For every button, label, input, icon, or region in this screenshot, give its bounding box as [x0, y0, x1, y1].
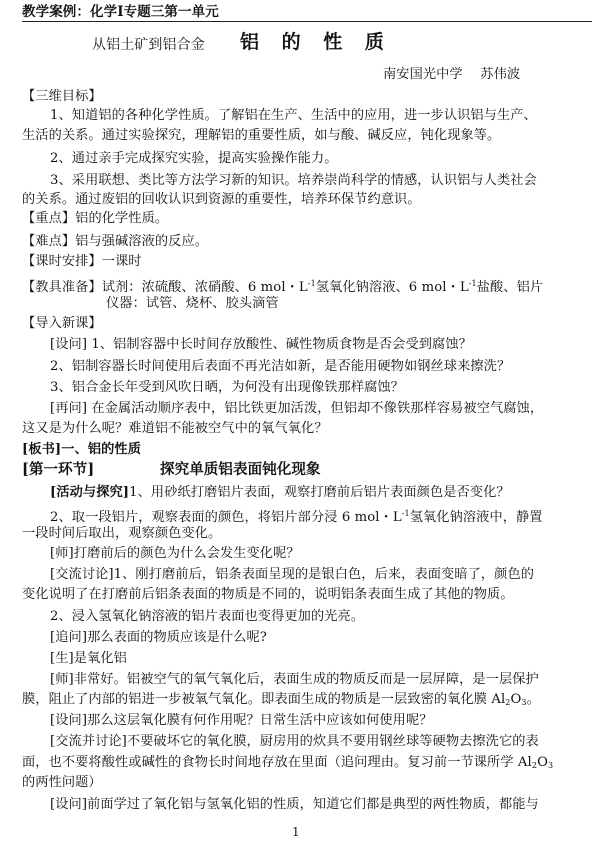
teacher-text: 。: [526, 692, 540, 707]
intro-question: [再问] 在金属活动顺序表中，铝比铁更加活泼，但铝却不像铁那样容易被空气腐蚀，: [50, 401, 544, 416]
difficulty-label: 【难点】: [22, 234, 76, 249]
materials-label: 【教具准备】: [22, 280, 102, 295]
key-point: [22, 210, 168, 228]
header-text: 教学案例：化学Ⅰ专题三第一单元: [22, 4, 219, 20]
subscript: 2: [531, 761, 538, 770]
question-line: [设问]那么这层氧化膜有何作用呢？日常生活中应该如何使用呢？: [50, 713, 433, 728]
discussion-line: [交流讨论]1、刚打磨前后，铝条表面呈现的是银白色，后来，表面变暗了，颜色的: [50, 567, 535, 582]
teacher-text: O: [510, 692, 522, 707]
subtitle: 从铝土矿到铝合金: [92, 37, 205, 53]
subscript: 2: [505, 698, 511, 707]
key-point-label: 【重点】: [22, 211, 76, 226]
key-point-text: 铝的化学性质。: [75, 211, 169, 226]
discussion-line: 的两性问题）: [22, 775, 102, 790]
objective-line: 生活的关系。通过实验探究，理解铝的重要性质，如与酸、碱反应，钝化现象等。: [22, 128, 501, 143]
activity-text: 2、取一段铝片，观察表面的颜色，将铝片部分浸 6 mol・L: [50, 510, 402, 525]
discussion-line: [22, 754, 553, 775]
teacher-line: [师]打磨前后的颜色为什么会发生变化呢？: [50, 546, 300, 561]
unit-superscript: -1: [307, 279, 316, 288]
objective-line: 的关系。通过废铝的回收认识到资源的重要性，培养环保节约意识。: [22, 192, 421, 207]
intro-heading: 【导入新课】: [22, 316, 102, 331]
discussion-text: O: [537, 755, 548, 770]
reagents-text-c: 盐酸、铝片: [476, 280, 544, 295]
activity-text: 1、用砂纸打磨铝片表面，观察打磨前后铝片表面颜色是否变化？: [129, 485, 510, 500]
instruments: 仪器：试管、烧杯、胶头滴管: [106, 296, 279, 311]
activity-label: [活动与探究]: [50, 485, 130, 500]
section-title: 探究单质铝表面钝化现象: [160, 461, 321, 478]
difficulty-text: 铝与强碱溶液的反应。: [75, 234, 209, 249]
schedule: [22, 253, 142, 271]
schedule-label: 【课时安排】: [22, 254, 102, 269]
header-rule: [22, 21, 592, 22]
discussion-line: 变化说明了在打磨前后铝条表面的物质是不同的，说明铝条表面生成了其他的物质。: [22, 587, 514, 602]
teacher-text: 膜，阻止了内部的铝进一步被氧气氧化。即表面生成的物质是一层致密的氧化膜 Al: [22, 692, 506, 707]
activity: [50, 484, 510, 502]
activity-text: 氢氧化钠溶液中，静置: [409, 510, 543, 525]
intro-question: 2、铝制容器长时间使用后表面不再光洁如新，是否能用硬物如钢丝球来擦洗？: [50, 359, 511, 374]
subscript: 3: [548, 761, 554, 770]
materials: [22, 275, 543, 297]
student-answer: [生]是氧化铝: [50, 651, 127, 666]
activity-step: [50, 505, 543, 527]
unit-superscript: -1: [401, 509, 410, 518]
objective-line: 1、知道铝的各种化学性质。了解铝在生产、生活中的应用，进一步认识铝与生产、: [50, 108, 537, 123]
discussion-text: 面，也不要将酸性或碱性的食物长时间地存放在里面（追问理由。复习前一节课所学 Al: [22, 755, 532, 770]
teacher-line: [22, 691, 540, 712]
section-label: [第一环节]: [22, 461, 95, 478]
intro-question: [设问] 1、铝制容器中长时间存放酸性、碱性物质食物是否会受到腐蚀？: [50, 337, 472, 352]
difficulty: [22, 233, 208, 251]
intro-question: 这又是为什么呢？难道铝不能被空气中的氧气氧化？: [22, 421, 328, 436]
intro-question: 3、铝合金长年受到风吹日晒，为何没有出现像铁那样腐蚀？: [50, 380, 404, 395]
activity-text: 一段时间后取出，观察颜色变化。: [22, 526, 222, 541]
question-line: [设问]前面学过了氧化铝与氢氧化铝的性质，知道它们都是典型的两性物质，都能与: [50, 797, 539, 812]
teacher-line: [师]非常好。铝被空气的氧气氧化后，表面生成的物质反而是一层屏障，是一层保护: [50, 672, 539, 687]
schedule-text: 一课时: [101, 254, 142, 269]
objective-line: 2、通过亲手完成探究实验，提高实验操作能力。: [50, 151, 338, 166]
board-heading: [板书]一、铝的性质: [22, 442, 141, 457]
discussion-line: [交流并讨论]不要破坏它的氧化膜，厨房用的炊具不要用钢丝球等硬物去擦洗它的表: [50, 734, 539, 749]
followup-question: [追问]那么表面的物质应该是什么呢?: [50, 630, 267, 645]
unit-superscript: -1: [468, 279, 477, 288]
discussion-line: 2、浸入氢氧化钠溶液的铝片表面也变得更加的光亮。: [50, 609, 365, 624]
subscript: 3: [521, 698, 527, 707]
author: 南安国光中学 苏伟波: [383, 67, 521, 82]
objectives-heading: 【三维目标】: [22, 89, 102, 104]
objective-line: 3、采用联想、类比等方法学习新的知识。培养崇尚科学的情感，认识铝与人类社会: [50, 173, 537, 188]
reagents-text-a: 试剂：浓硫酸、浓硝酸、6 mol・L: [101, 280, 308, 295]
reagents-text-b: 氢氧化钠溶液、6 mol・L: [315, 280, 469, 295]
page-number: 1: [292, 825, 300, 839]
page-title: 铝 的 性 质: [240, 31, 392, 53]
